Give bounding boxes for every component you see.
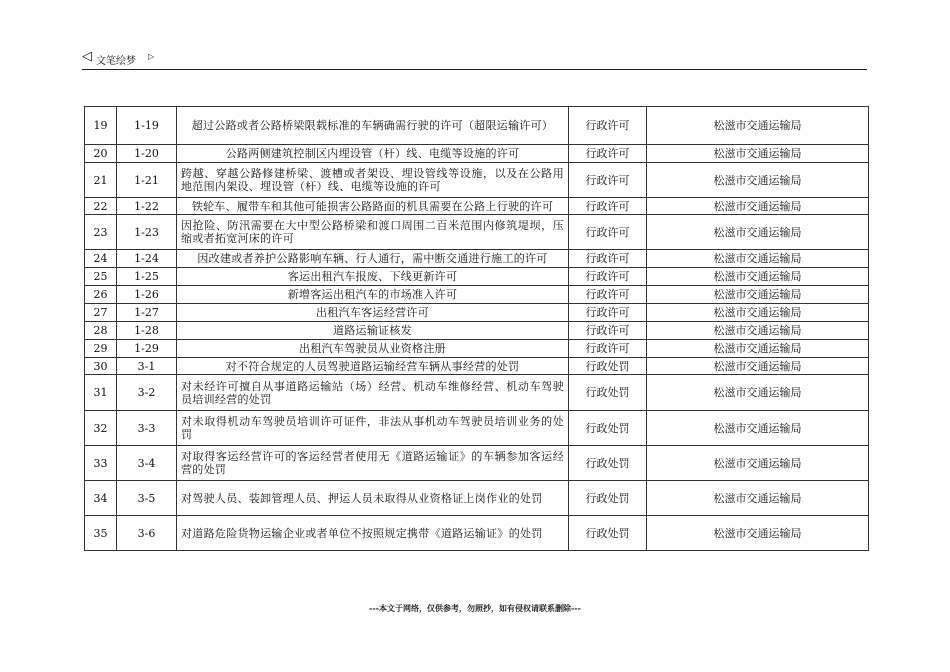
authority-type: 行政许可: [569, 340, 647, 358]
row-number: 24: [85, 250, 117, 268]
item-name: 出租汽车客运经营许可: [177, 304, 569, 322]
department: 松滋市交通运输局: [647, 145, 869, 163]
item-name: 对道路危险货物运输企业或者单位不按照规定携带《道路运输证》的处罚: [177, 516, 569, 551]
item-name: 因改建或者养护公路影响车辆、行人通行，需中断交通进行施工的许可: [177, 250, 569, 268]
item-code: 1-24: [117, 250, 177, 268]
page-header: [82, 49, 867, 70]
row-number: 21: [85, 163, 117, 198]
row-number: 31: [85, 375, 117, 411]
row-number: 26: [85, 286, 117, 304]
item-name: 铁轮车、履带车和其他可能损害公路路面的机具需要在公路上行驶的许可: [177, 198, 569, 215]
item-code: 1-22: [117, 198, 177, 215]
right-triangle-icon: ▷: [148, 52, 155, 61]
row-number: 33: [85, 446, 117, 481]
department: 松滋市交通运输局: [647, 411, 869, 446]
row-number: 27: [85, 304, 117, 322]
row-number: 35: [85, 516, 117, 551]
table-row: [85, 358, 869, 375]
item-name: 对未取得机动车驾驶员培训许可证件，非法从事机动车驾驶员培训业务的处罚: [177, 411, 569, 446]
item-name: 公路两侧建筑控制区内埋设管（杆）线、电缆等设施的许可: [177, 145, 569, 163]
row-number: 19: [85, 107, 117, 145]
authority-type: 行政许可: [569, 250, 647, 268]
table-row: [85, 446, 869, 481]
department: 松滋市交通运输局: [647, 340, 869, 358]
authority-type: 行政许可: [569, 268, 647, 286]
item-code: 3-5: [117, 481, 177, 516]
item-code: 3-2: [117, 375, 177, 411]
row-number: 23: [85, 215, 117, 250]
item-name: 新增客运出租汽车的市场准入许可: [177, 286, 569, 304]
department: 松滋市交通运输局: [647, 481, 869, 516]
authority-type: 行政许可: [569, 198, 647, 215]
row-number: 30: [85, 358, 117, 375]
table-body: [85, 107, 869, 551]
item-name: 出租汽车驾驶员从业资格注册: [177, 340, 569, 358]
table-row: [85, 107, 869, 145]
authority-type: 行政许可: [569, 107, 647, 145]
item-code: 3-6: [117, 516, 177, 551]
item-name: 客运出租汽车报废、下线更新许可: [177, 268, 569, 286]
item-name: 超过公路或者公路桥梁限载标准的车辆确需行驶的许可（超限运输许可）: [177, 107, 569, 145]
authority-list-table: [84, 106, 869, 551]
footer-disclaimer: ---本文于网络，仅供参考，勿照抄，如有侵权请联系删除---: [369, 604, 581, 613]
row-number: 32: [85, 411, 117, 446]
department: 松滋市交通运输局: [647, 304, 869, 322]
authority-type: 行政许可: [569, 322, 647, 340]
table-row: [85, 250, 869, 268]
table-row: [85, 268, 869, 286]
table-row: [85, 516, 869, 551]
authority-type: 行政处罚: [569, 481, 647, 516]
authority-type: 行政处罚: [569, 516, 647, 551]
item-name: 对不符合规定的人员驾驶道路运输经营车辆从事经营的处罚: [177, 358, 569, 375]
table-row: [85, 286, 869, 304]
authority-type: 行政处罚: [569, 446, 647, 481]
department: 松滋市交通运输局: [647, 516, 869, 551]
table-row: [85, 375, 869, 411]
department: 松滋市交通运输局: [647, 322, 869, 340]
department: 松滋市交通运输局: [647, 375, 869, 411]
department: 松滋市交通运输局: [647, 446, 869, 481]
table-row: [85, 198, 869, 215]
item-name: 对未经许可擅自从事道路运输站（场）经营、机动车维修经营、机动车驾驶员培训经营的处罚: [177, 375, 569, 411]
left-triangle-icon: ◁: [82, 49, 92, 64]
authority-type: 行政许可: [569, 286, 647, 304]
item-name: 对驾驶人员、装卸管理人员、押运人员未取得从业资格证上岗作业的处罚: [177, 481, 569, 516]
row-number: 22: [85, 198, 117, 215]
row-number: 29: [85, 340, 117, 358]
table-row: [85, 304, 869, 322]
department: 松滋市交通运输局: [647, 358, 869, 375]
item-name: 道路运输证核发: [177, 322, 569, 340]
item-code: 1-26: [117, 286, 177, 304]
item-name: 因抢险、防汛需要在大中型公路桥梁和渡口周围二百米范围内修筑堤坝，压缩或者拓宽河床的许可: [177, 215, 569, 250]
item-code: 1-27: [117, 304, 177, 322]
authority-type: 行政处罚: [569, 375, 647, 411]
authority-type: 行政处罚: [569, 411, 647, 446]
item-code: 1-23: [117, 215, 177, 250]
row-number: 25: [85, 268, 117, 286]
authority-type: 行政许可: [569, 215, 647, 250]
item-name: 跨越、穿越公路修建桥梁、渡槽或者架设、埋设管线等设施，以及在公路用地范围内架设、埋设管（杆）线、电缆等设施的许可: [177, 163, 569, 198]
table-row: [85, 163, 869, 198]
department: 松滋市交通运输局: [647, 198, 869, 215]
item-code: 1-25: [117, 268, 177, 286]
table-row: [85, 322, 869, 340]
table-row: [85, 481, 869, 516]
item-code: 1-21: [117, 163, 177, 198]
department: 松滋市交通运输局: [647, 286, 869, 304]
authority-type: 行政许可: [569, 304, 647, 322]
item-code: 3-4: [117, 446, 177, 481]
authority-type: 行政处罚: [569, 358, 647, 375]
department: 松滋市交通运输局: [647, 107, 869, 145]
department: 松滋市交通运输局: [647, 163, 869, 198]
row-number: 20: [85, 145, 117, 163]
item-code: 3-1: [117, 358, 177, 375]
department: 松滋市交通运输局: [647, 215, 869, 250]
item-code: 1-29: [117, 340, 177, 358]
header-title: 文笔绘梦: [96, 56, 136, 67]
authority-type: 行政许可: [569, 163, 647, 198]
table-row: [85, 145, 869, 163]
table-row: [85, 411, 869, 446]
row-number: 28: [85, 322, 117, 340]
table-row: [85, 215, 869, 250]
item-code: 1-20: [117, 145, 177, 163]
item-code: 3-3: [117, 411, 177, 446]
department: 松滋市交通运输局: [647, 268, 869, 286]
authority-type: 行政许可: [569, 145, 647, 163]
table-row: [85, 340, 869, 358]
department: 松滋市交通运输局: [647, 250, 869, 268]
item-code: 1-28: [117, 322, 177, 340]
item-name: 对取得客运经营许可的客运经营者使用无《道路运输证》的车辆参加客运经营的处罚: [177, 446, 569, 481]
item-code: 1-19: [117, 107, 177, 145]
row-number: 34: [85, 481, 117, 516]
